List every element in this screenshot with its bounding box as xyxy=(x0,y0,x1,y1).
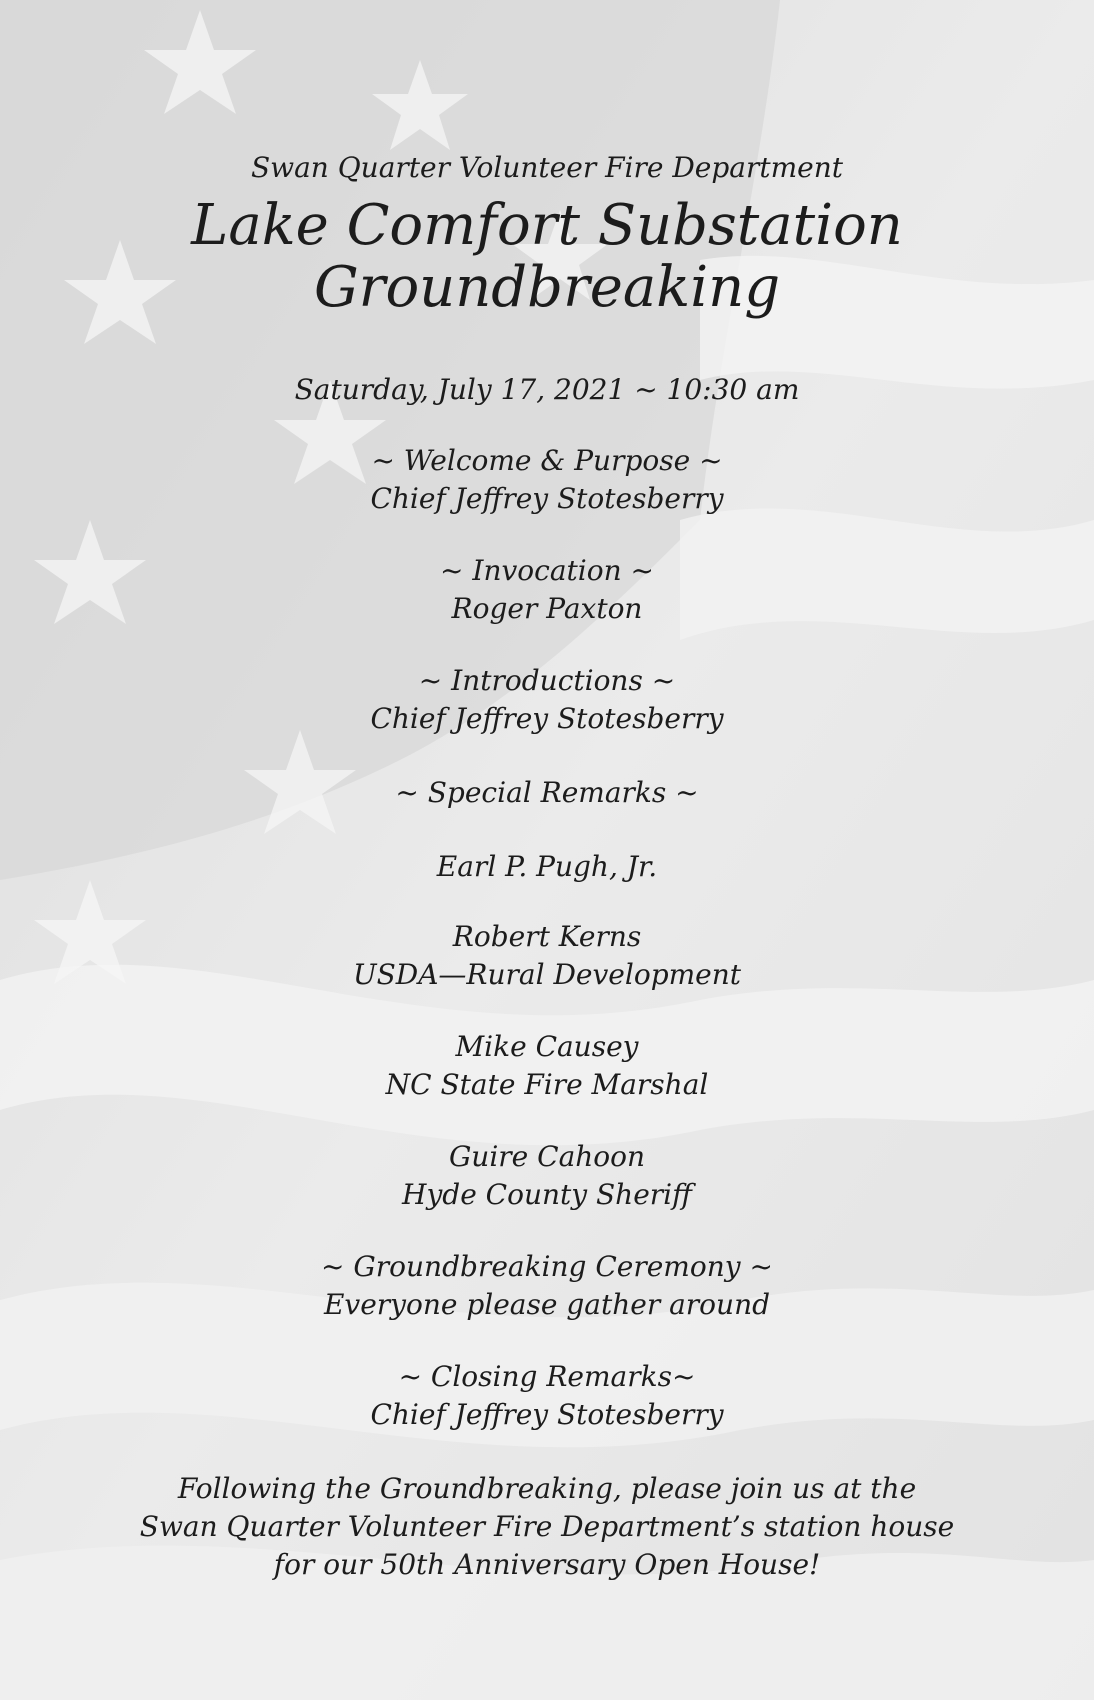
program-item-welcome xyxy=(0,442,1094,518)
event-title xyxy=(0,195,1094,319)
program-heading: ~ Closing Remarks~ xyxy=(398,1360,696,1393)
program-heading: ~ Groundbreaking Ceremony ~ xyxy=(321,1250,773,1283)
program-item-special-remarks xyxy=(0,774,1094,812)
event-title-line2: Groundbreaking xyxy=(313,255,781,320)
program-note: Everyone please gather around xyxy=(323,1288,771,1321)
speaker-name: Guire Cahoon xyxy=(448,1140,646,1173)
speaker-name: Mike Causey xyxy=(455,1030,639,1063)
speaker-title: USDA—Rural Development xyxy=(352,958,742,991)
organization-name: Swan Quarter Volunteer Fire Department xyxy=(250,151,844,184)
program-item-invocation xyxy=(0,552,1094,628)
program-heading: ~ Special Remarks ~ xyxy=(395,776,699,809)
program-item-introductions xyxy=(0,662,1094,738)
program-item-closing xyxy=(0,1358,1094,1434)
speaker-title: NC State Fire Marshal xyxy=(385,1068,709,1101)
program-item-ceremony xyxy=(0,1248,1094,1324)
invitation-line3: for our 50th Anniversary Open House! xyxy=(273,1548,821,1581)
speaker-title: Hyde County Sheriff xyxy=(402,1178,692,1211)
speaker-guire-cahoon xyxy=(0,1138,1094,1214)
speaker-earl-pugh xyxy=(0,848,1094,886)
program-speaker: Chief Jeffrey Stotesberry xyxy=(370,1398,724,1431)
program-speaker: Chief Jeffrey Stotesberry xyxy=(370,702,724,735)
program-speaker: Chief Jeffrey Stotesberry xyxy=(370,482,724,515)
speaker-name: Earl P. Pugh, Jr. xyxy=(436,850,658,883)
program-heading: ~ Invocation ~ xyxy=(440,554,654,587)
event-date-time: Saturday, July 17, 2021 ~ 10:30 am xyxy=(294,373,800,406)
speaker-mike-causey xyxy=(0,1028,1094,1104)
open-house-invitation xyxy=(0,1470,1094,1584)
program-heading: ~ Introductions ~ xyxy=(418,664,676,697)
invitation-line2: Swan Quarter Volunteer Fire Department’s station house xyxy=(139,1510,955,1543)
speaker-name: Robert Kerns xyxy=(452,920,642,953)
speaker-robert-kerns xyxy=(0,918,1094,994)
program-heading: ~ Welcome & Purpose ~ xyxy=(371,444,723,477)
program-speaker: Roger Paxton xyxy=(451,592,643,625)
event-title-line1: Lake Comfort Substation xyxy=(191,193,903,258)
invitation-line1: Following the Groundbreaking, please join us at the xyxy=(177,1472,917,1505)
